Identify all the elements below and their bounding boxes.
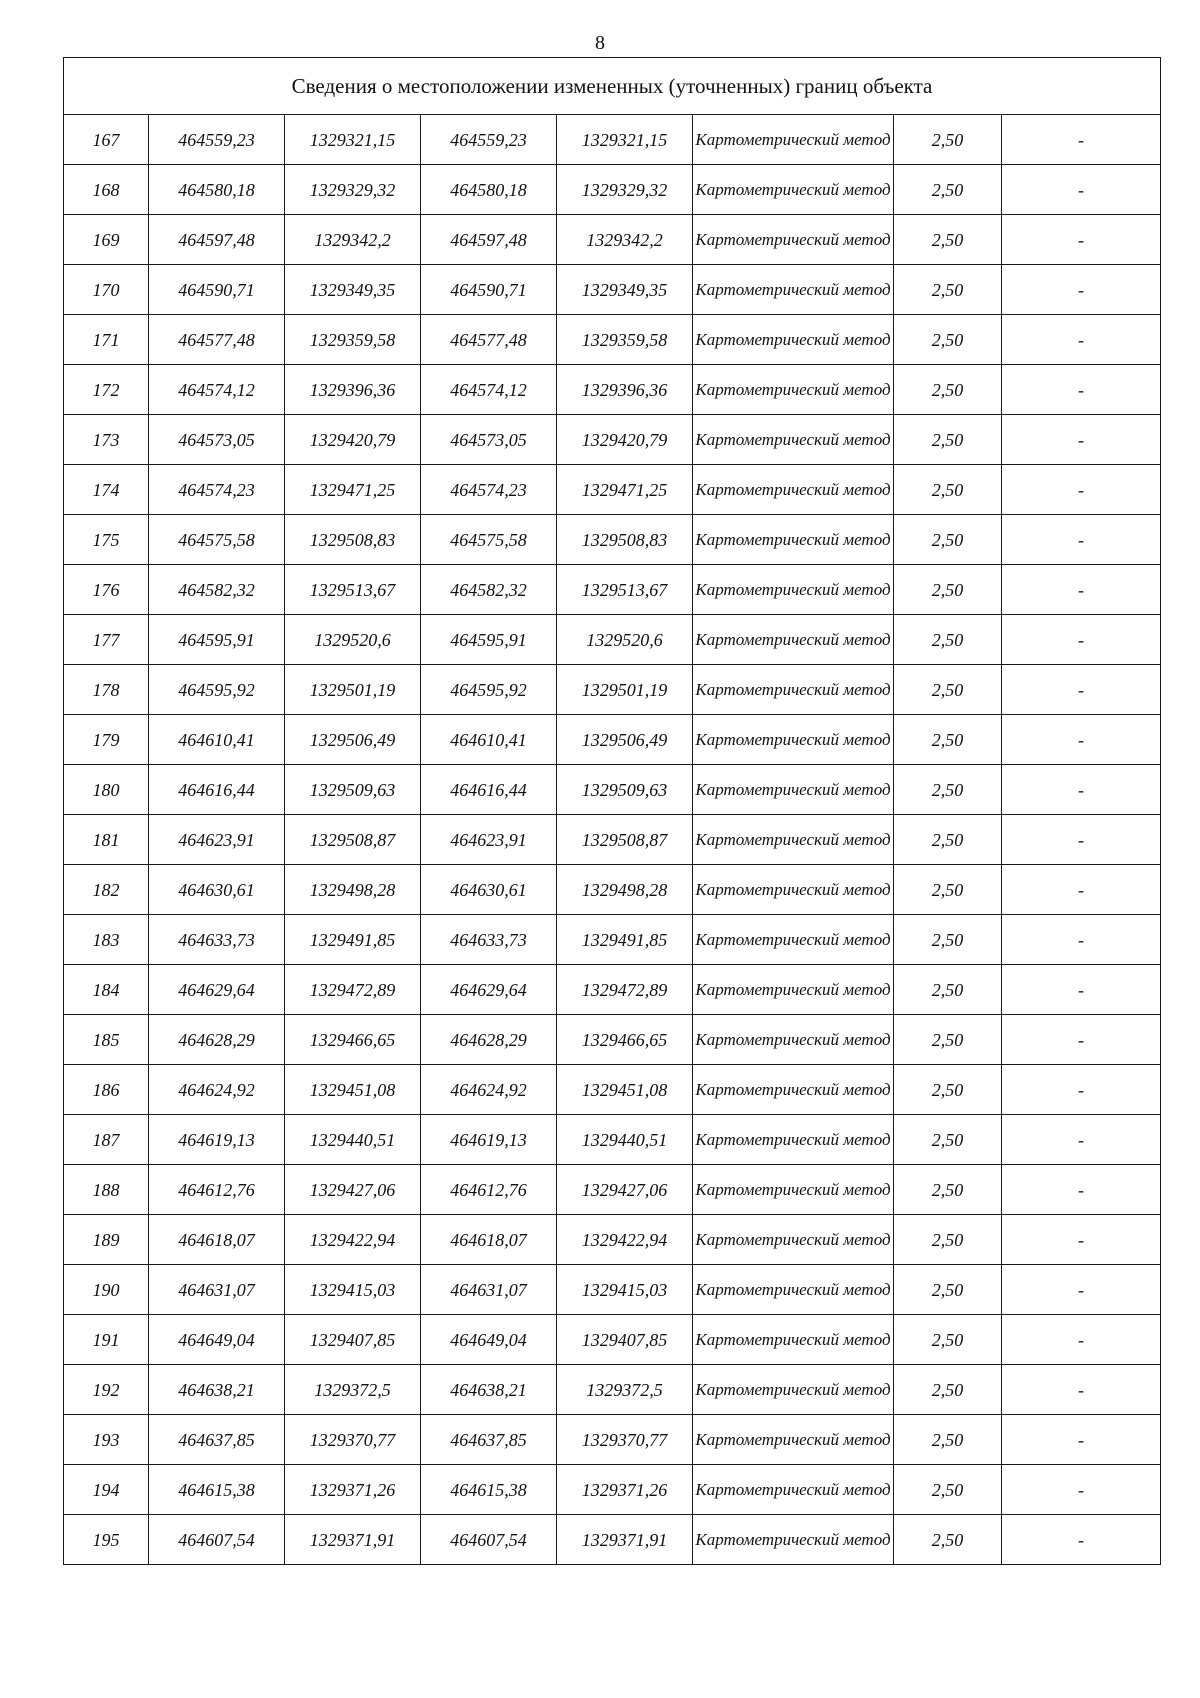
existing-y-cell: 1329321,15 (285, 115, 421, 165)
refined-x-cell: 464595,91 (421, 615, 557, 665)
note-cell: - (1002, 915, 1161, 965)
existing-x-cell: 464610,41 (149, 715, 285, 765)
note-cell: - (1002, 1415, 1161, 1465)
refined-y-cell: 1329349,35 (557, 265, 693, 315)
accuracy-cell: 2,50 (894, 315, 1002, 365)
existing-x-cell: 464631,07 (149, 1265, 285, 1315)
point-number-cell: 194 (64, 1465, 149, 1515)
refined-y-cell: 1329407,85 (557, 1315, 693, 1365)
method-cell: Картометрический метод (693, 865, 894, 915)
accuracy-cell: 2,50 (894, 665, 1002, 715)
accuracy-cell: 2,50 (894, 1265, 1002, 1315)
existing-x-cell: 464624,92 (149, 1065, 285, 1115)
point-number-cell: 179 (64, 715, 149, 765)
point-number-cell: 188 (64, 1165, 149, 1215)
method-cell: Картометрический метод (693, 265, 894, 315)
refined-y-cell: 1329508,87 (557, 815, 693, 865)
existing-y-cell: 1329415,03 (285, 1265, 421, 1315)
existing-x-cell: 464582,32 (149, 565, 285, 615)
note-cell: - (1002, 315, 1161, 365)
note-cell: - (1002, 365, 1161, 415)
refined-y-cell: 1329415,03 (557, 1265, 693, 1315)
point-number-cell: 173 (64, 415, 149, 465)
note-cell: - (1002, 715, 1161, 765)
table-row (64, 215, 1161, 265)
existing-y-cell: 1329508,83 (285, 515, 421, 565)
refined-y-cell: 1329491,85 (557, 915, 693, 965)
refined-y-cell: 1329471,25 (557, 465, 693, 515)
table-row (64, 865, 1161, 915)
note-cell: - (1002, 1065, 1161, 1115)
refined-x-cell: 464631,07 (421, 1265, 557, 1315)
refined-x-cell: 464616,44 (421, 765, 557, 815)
refined-y-cell: 1329321,15 (557, 115, 693, 165)
existing-y-cell: 1329508,87 (285, 815, 421, 865)
method-cell: Картометрический метод (693, 165, 894, 215)
existing-y-cell: 1329329,32 (285, 165, 421, 215)
note-cell: - (1002, 265, 1161, 315)
point-number-cell: 181 (64, 815, 149, 865)
refined-x-cell: 464607,54 (421, 1515, 557, 1565)
note-cell: - (1002, 1365, 1161, 1415)
method-cell: Картометрический метод (693, 1315, 894, 1365)
point-number-cell: 175 (64, 515, 149, 565)
method-cell: Картометрический метод (693, 1065, 894, 1115)
refined-x-cell: 464619,13 (421, 1115, 557, 1165)
existing-x-cell: 464580,18 (149, 165, 285, 215)
existing-x-cell: 464623,91 (149, 815, 285, 865)
point-number-cell: 185 (64, 1015, 149, 1065)
refined-x-cell: 464629,64 (421, 965, 557, 1015)
existing-x-cell: 464637,85 (149, 1415, 285, 1465)
accuracy-cell: 2,50 (894, 965, 1002, 1015)
accuracy-cell: 2,50 (894, 415, 1002, 465)
existing-y-cell: 1329520,6 (285, 615, 421, 665)
method-cell: Картометрический метод (693, 615, 894, 665)
existing-y-cell: 1329342,2 (285, 215, 421, 265)
existing-y-cell: 1329359,58 (285, 315, 421, 365)
method-cell: Картометрический метод (693, 965, 894, 1015)
refined-y-cell: 1329466,65 (557, 1015, 693, 1065)
note-cell: - (1002, 1165, 1161, 1215)
method-cell: Картометрический метод (693, 1465, 894, 1515)
refined-x-cell: 464577,48 (421, 315, 557, 365)
existing-y-cell: 1329420,79 (285, 415, 421, 465)
method-cell: Картометрический метод (693, 915, 894, 965)
existing-y-cell: 1329513,67 (285, 565, 421, 615)
point-number-cell: 191 (64, 1315, 149, 1365)
note-cell: - (1002, 1265, 1161, 1315)
note-cell: - (1002, 765, 1161, 815)
table-row (64, 1065, 1161, 1115)
refined-x-cell: 464633,73 (421, 915, 557, 965)
method-cell: Картометрический метод (693, 1515, 894, 1565)
note-cell: - (1002, 215, 1161, 265)
refined-x-cell: 464580,18 (421, 165, 557, 215)
point-number-cell: 192 (64, 1365, 149, 1415)
accuracy-cell: 2,50 (894, 515, 1002, 565)
table-row (64, 1265, 1161, 1315)
accuracy-cell: 2,50 (894, 1415, 1002, 1465)
refined-y-cell: 1329371,26 (557, 1465, 693, 1515)
existing-x-cell: 464577,48 (149, 315, 285, 365)
note-cell: - (1002, 465, 1161, 515)
existing-y-cell: 1329407,85 (285, 1315, 421, 1365)
note-cell: - (1002, 115, 1161, 165)
accuracy-cell: 2,50 (894, 765, 1002, 815)
refined-x-cell: 464573,05 (421, 415, 557, 465)
point-number-cell: 169 (64, 215, 149, 265)
method-cell: Картометрический метод (693, 315, 894, 365)
existing-y-cell: 1329509,63 (285, 765, 421, 815)
refined-y-cell: 1329520,6 (557, 615, 693, 665)
existing-x-cell: 464575,58 (149, 515, 285, 565)
point-number-cell: 182 (64, 865, 149, 915)
table-row (64, 765, 1161, 815)
point-number-cell: 174 (64, 465, 149, 515)
table-row (64, 1365, 1161, 1415)
refined-y-cell: 1329498,28 (557, 865, 693, 915)
table-title-row (64, 58, 1161, 115)
table-row (64, 665, 1161, 715)
existing-y-cell: 1329501,19 (285, 665, 421, 715)
table-row (64, 1465, 1161, 1515)
note-cell: - (1002, 815, 1161, 865)
refined-x-cell: 464630,61 (421, 865, 557, 915)
note-cell: - (1002, 165, 1161, 215)
accuracy-cell: 2,50 (894, 465, 1002, 515)
table-body (64, 58, 1161, 1565)
note-cell: - (1002, 1115, 1161, 1165)
existing-y-cell: 1329371,91 (285, 1515, 421, 1565)
note-cell: - (1002, 415, 1161, 465)
table-row (64, 165, 1161, 215)
existing-x-cell: 464629,64 (149, 965, 285, 1015)
point-number-cell: 167 (64, 115, 149, 165)
point-number-cell: 170 (64, 265, 149, 315)
point-number-cell: 195 (64, 1515, 149, 1565)
accuracy-cell: 2,50 (894, 915, 1002, 965)
point-number-cell: 187 (64, 1115, 149, 1165)
refined-y-cell: 1329342,2 (557, 215, 693, 265)
note-cell: - (1002, 565, 1161, 615)
table-row (64, 915, 1161, 965)
existing-x-cell: 464595,92 (149, 665, 285, 715)
method-cell: Картометрический метод (693, 415, 894, 465)
table-row (64, 515, 1161, 565)
page-number: 8 (595, 32, 605, 54)
refined-x-cell: 464597,48 (421, 215, 557, 265)
accuracy-cell: 2,50 (894, 1115, 1002, 1165)
accuracy-cell: 2,50 (894, 1315, 1002, 1365)
point-number-cell: 186 (64, 1065, 149, 1115)
table-row (64, 615, 1161, 665)
refined-x-cell: 464638,21 (421, 1365, 557, 1415)
table-row (64, 1515, 1161, 1565)
method-cell: Картометрический метод (693, 1115, 894, 1165)
note-cell: - (1002, 665, 1161, 715)
existing-y-cell: 1329349,35 (285, 265, 421, 315)
accuracy-cell: 2,50 (894, 1365, 1002, 1415)
refined-y-cell: 1329427,06 (557, 1165, 693, 1215)
accuracy-cell: 2,50 (894, 1215, 1002, 1265)
table-row (64, 715, 1161, 765)
point-number-cell: 168 (64, 165, 149, 215)
method-cell: Картометрический метод (693, 1265, 894, 1315)
refined-y-cell: 1329372,5 (557, 1365, 693, 1415)
method-cell: Картометрический метод (693, 815, 894, 865)
note-cell: - (1002, 865, 1161, 915)
method-cell: Картометрический метод (693, 515, 894, 565)
refined-x-cell: 464575,58 (421, 515, 557, 565)
accuracy-cell: 2,50 (894, 1065, 1002, 1115)
existing-y-cell: 1329422,94 (285, 1215, 421, 1265)
refined-y-cell: 1329396,36 (557, 365, 693, 415)
point-number-cell: 178 (64, 665, 149, 715)
method-cell: Картометрический метод (693, 565, 894, 615)
existing-x-cell: 464618,07 (149, 1215, 285, 1265)
refined-y-cell: 1329422,94 (557, 1215, 693, 1265)
existing-x-cell: 464649,04 (149, 1315, 285, 1365)
refined-y-cell: 1329371,91 (557, 1515, 693, 1565)
note-cell: - (1002, 1215, 1161, 1265)
existing-x-cell: 464574,12 (149, 365, 285, 415)
refined-x-cell: 464637,85 (421, 1415, 557, 1465)
refined-x-cell: 464624,92 (421, 1065, 557, 1115)
accuracy-cell: 2,50 (894, 715, 1002, 765)
method-cell: Картометрический метод (693, 465, 894, 515)
method-cell: Картометрический метод (693, 665, 894, 715)
accuracy-cell: 2,50 (894, 1165, 1002, 1215)
refined-x-cell: 464612,76 (421, 1165, 557, 1215)
existing-x-cell: 464573,05 (149, 415, 285, 465)
note-cell: - (1002, 1465, 1161, 1515)
point-number-cell: 171 (64, 315, 149, 365)
refined-y-cell: 1329508,83 (557, 515, 693, 565)
refined-x-cell: 464618,07 (421, 1215, 557, 1265)
refined-y-cell: 1329420,79 (557, 415, 693, 465)
accuracy-cell: 2,50 (894, 565, 1002, 615)
accuracy-cell: 2,50 (894, 165, 1002, 215)
accuracy-cell: 2,50 (894, 815, 1002, 865)
accuracy-cell: 2,50 (894, 1465, 1002, 1515)
refined-x-cell: 464649,04 (421, 1315, 557, 1365)
table-row (64, 1315, 1161, 1365)
existing-x-cell: 464597,48 (149, 215, 285, 265)
refined-x-cell: 464559,23 (421, 115, 557, 165)
table-row (64, 415, 1161, 465)
refined-y-cell: 1329472,89 (557, 965, 693, 1015)
point-number-cell: 177 (64, 615, 149, 665)
table-row (64, 265, 1161, 315)
existing-x-cell: 464612,76 (149, 1165, 285, 1215)
existing-y-cell: 1329371,26 (285, 1465, 421, 1515)
note-cell: - (1002, 515, 1161, 565)
table-title: Сведения о местоположении измененных (уточненных) границ объекта (64, 58, 1161, 115)
refined-x-cell: 464623,91 (421, 815, 557, 865)
refined-y-cell: 1329359,58 (557, 315, 693, 365)
point-number-cell: 189 (64, 1215, 149, 1265)
refined-y-cell: 1329440,51 (557, 1115, 693, 1165)
table-row (64, 815, 1161, 865)
table-row (64, 315, 1161, 365)
existing-y-cell: 1329471,25 (285, 465, 421, 515)
accuracy-cell: 2,50 (894, 1515, 1002, 1565)
table-row (64, 465, 1161, 515)
refined-y-cell: 1329370,77 (557, 1415, 693, 1465)
refined-x-cell: 464610,41 (421, 715, 557, 765)
accuracy-cell: 2,50 (894, 215, 1002, 265)
refined-y-cell: 1329513,67 (557, 565, 693, 615)
accuracy-cell: 2,50 (894, 1015, 1002, 1065)
accuracy-cell: 2,50 (894, 115, 1002, 165)
existing-y-cell: 1329370,77 (285, 1415, 421, 1465)
point-number-cell: 172 (64, 365, 149, 415)
existing-x-cell: 464633,73 (149, 915, 285, 965)
existing-x-cell: 464607,54 (149, 1515, 285, 1565)
existing-x-cell: 464628,29 (149, 1015, 285, 1065)
table-row (64, 1215, 1161, 1265)
note-cell: - (1002, 965, 1161, 1015)
boundary-coordinates-table (63, 57, 1161, 1565)
existing-y-cell: 1329491,85 (285, 915, 421, 965)
table-row (64, 1165, 1161, 1215)
existing-y-cell: 1329466,65 (285, 1015, 421, 1065)
existing-x-cell: 464638,21 (149, 1365, 285, 1415)
refined-y-cell: 1329509,63 (557, 765, 693, 815)
method-cell: Картометрический метод (693, 1365, 894, 1415)
refined-y-cell: 1329451,08 (557, 1065, 693, 1115)
existing-x-cell: 464590,71 (149, 265, 285, 315)
point-number-cell: 180 (64, 765, 149, 815)
table-row (64, 965, 1161, 1015)
refined-y-cell: 1329506,49 (557, 715, 693, 765)
point-number-cell: 183 (64, 915, 149, 965)
existing-x-cell: 464615,38 (149, 1465, 285, 1515)
method-cell: Картометрический метод (693, 765, 894, 815)
point-number-cell: 184 (64, 965, 149, 1015)
method-cell: Картометрический метод (693, 365, 894, 415)
existing-y-cell: 1329506,49 (285, 715, 421, 765)
point-number-cell: 190 (64, 1265, 149, 1315)
existing-x-cell: 464630,61 (149, 865, 285, 915)
method-cell: Картометрический метод (693, 1215, 894, 1265)
note-cell: - (1002, 1015, 1161, 1065)
point-number-cell: 176 (64, 565, 149, 615)
existing-x-cell: 464574,23 (149, 465, 285, 515)
existing-y-cell: 1329440,51 (285, 1115, 421, 1165)
accuracy-cell: 2,50 (894, 265, 1002, 315)
existing-x-cell: 464595,91 (149, 615, 285, 665)
note-cell: - (1002, 615, 1161, 665)
note-cell: - (1002, 1315, 1161, 1365)
existing-y-cell: 1329451,08 (285, 1065, 421, 1115)
refined-x-cell: 464595,92 (421, 665, 557, 715)
accuracy-cell: 2,50 (894, 865, 1002, 915)
method-cell: Картометрический метод (693, 115, 894, 165)
method-cell: Картометрический метод (693, 1415, 894, 1465)
point-number-cell: 193 (64, 1415, 149, 1465)
accuracy-cell: 2,50 (894, 365, 1002, 415)
refined-x-cell: 464574,12 (421, 365, 557, 415)
method-cell: Картометрический метод (693, 1015, 894, 1065)
table-row (64, 1115, 1161, 1165)
table-row (64, 115, 1161, 165)
accuracy-cell: 2,50 (894, 615, 1002, 665)
refined-x-cell: 464590,71 (421, 265, 557, 315)
existing-y-cell: 1329472,89 (285, 965, 421, 1015)
table-row (64, 1015, 1161, 1065)
table-row (64, 1415, 1161, 1465)
table-row (64, 365, 1161, 415)
refined-x-cell: 464574,23 (421, 465, 557, 515)
existing-y-cell: 1329498,28 (285, 865, 421, 915)
refined-x-cell: 464628,29 (421, 1015, 557, 1065)
existing-x-cell: 464616,44 (149, 765, 285, 815)
method-cell: Картометрический метод (693, 1165, 894, 1215)
refined-x-cell: 464615,38 (421, 1465, 557, 1515)
existing-y-cell: 1329372,5 (285, 1365, 421, 1415)
existing-y-cell: 1329427,06 (285, 1165, 421, 1215)
method-cell: Картометрический метод (693, 715, 894, 765)
refined-x-cell: 464582,32 (421, 565, 557, 615)
refined-y-cell: 1329329,32 (557, 165, 693, 215)
existing-x-cell: 464619,13 (149, 1115, 285, 1165)
refined-y-cell: 1329501,19 (557, 665, 693, 715)
table-row (64, 565, 1161, 615)
method-cell: Картометрический метод (693, 215, 894, 265)
existing-x-cell: 464559,23 (149, 115, 285, 165)
existing-y-cell: 1329396,36 (285, 365, 421, 415)
note-cell: - (1002, 1515, 1161, 1565)
